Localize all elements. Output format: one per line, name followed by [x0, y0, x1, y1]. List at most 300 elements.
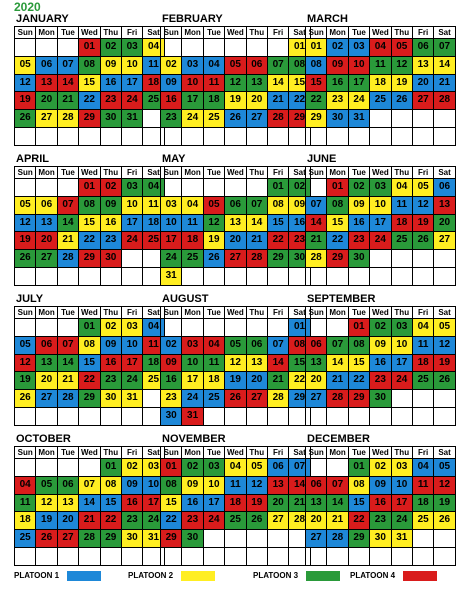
empty-cell	[392, 548, 413, 566]
day-cell: 29	[289, 390, 310, 408]
empty-cell	[327, 128, 348, 146]
day-cell: 24	[161, 250, 182, 268]
day-cell: 09	[370, 477, 391, 495]
day-cell: 12	[392, 57, 413, 75]
day-cell: 11	[143, 337, 164, 355]
empty-cell	[36, 408, 57, 426]
weekday-header: Sun	[15, 167, 36, 179]
day-cell: 16	[182, 495, 203, 513]
day-cell: 03	[122, 179, 143, 197]
day-cell: 05	[247, 459, 268, 477]
day-cell: 09	[289, 197, 310, 215]
week-row	[306, 477, 456, 495]
day-cell: 16	[101, 355, 122, 373]
week-row	[306, 57, 456, 75]
empty-cell	[161, 319, 182, 337]
week-row	[15, 268, 165, 286]
day-cell: 25	[143, 232, 164, 250]
day-cell: 02	[370, 319, 391, 337]
month-july	[14, 293, 164, 426]
day-cell: 13	[434, 197, 455, 215]
day-cell: 19	[225, 92, 246, 110]
day-cell: 19	[434, 355, 455, 373]
empty-cell	[349, 548, 370, 566]
empty-cell	[122, 548, 143, 566]
day-cell: 30	[289, 250, 310, 268]
week-row	[161, 337, 311, 355]
weekday-header: Thu	[247, 447, 268, 459]
day-cell: 10	[204, 477, 225, 495]
week-row	[306, 232, 456, 250]
day-cell: 02	[161, 337, 182, 355]
month-april	[14, 153, 164, 286]
week-row	[161, 197, 311, 215]
day-cell: 27	[434, 232, 455, 250]
day-cell: 04	[15, 477, 36, 495]
weekday-header: Thu	[101, 167, 122, 179]
empty-cell	[413, 548, 434, 566]
day-cell: 02	[182, 459, 203, 477]
day-cell: 29	[79, 110, 100, 128]
day-cell: 21	[327, 372, 348, 390]
day-cell: 15	[101, 495, 122, 513]
day-cell: 01	[161, 459, 182, 477]
day-cell: 23	[327, 92, 348, 110]
day-cell: 24	[182, 390, 203, 408]
day-cell: 14	[58, 355, 79, 373]
week-row	[15, 408, 165, 426]
weekday-header-row	[161, 307, 311, 319]
day-cell: 09	[122, 477, 143, 495]
day-cell: 17	[143, 495, 164, 513]
month-name: AUGUST	[162, 293, 209, 305]
day-cell: 30	[182, 530, 203, 548]
week-row	[306, 390, 456, 408]
day-cell: 17	[204, 495, 225, 513]
day-cell: 03	[122, 319, 143, 337]
weekday-header: Mon	[327, 307, 348, 319]
day-cell: 07	[327, 477, 348, 495]
empty-cell	[349, 408, 370, 426]
empty-cell	[225, 319, 246, 337]
day-cell: 18	[143, 355, 164, 373]
empty-cell	[161, 179, 182, 197]
month-grid	[305, 306, 456, 426]
day-cell: 09	[161, 75, 182, 93]
day-cell: 09	[327, 57, 348, 75]
day-cell: 31	[182, 408, 203, 426]
empty-cell	[247, 128, 268, 146]
day-cell: 25	[143, 92, 164, 110]
month-name: DECEMBER	[307, 433, 370, 445]
day-cell: 07	[306, 197, 327, 215]
weekday-header: Sat	[289, 307, 310, 319]
week-row	[161, 57, 311, 75]
weekday-header: Sat	[434, 167, 455, 179]
day-cell: 28	[434, 92, 455, 110]
day-cell: 13	[268, 477, 289, 495]
day-cell: 20	[268, 495, 289, 513]
empty-cell	[306, 268, 327, 286]
week-row	[161, 268, 311, 286]
month-grid	[305, 446, 456, 566]
day-cell: 11	[143, 197, 164, 215]
day-cell: 16	[370, 355, 391, 373]
week-row	[161, 75, 311, 93]
month-august	[160, 293, 310, 426]
empty-cell	[247, 179, 268, 197]
weekday-header: Wed	[370, 167, 391, 179]
month-name: FEBRUARY	[162, 13, 223, 25]
weekday-header: Fri	[413, 307, 434, 319]
day-cell: 10	[182, 355, 203, 373]
day-cell: 03	[392, 319, 413, 337]
empty-cell	[268, 408, 289, 426]
day-cell: 27	[225, 250, 246, 268]
day-cell: 19	[413, 215, 434, 233]
day-cell: 02	[101, 319, 122, 337]
month-name: SEPTEMBER	[307, 293, 376, 305]
day-cell: 01	[327, 179, 348, 197]
weekday-header: Fri	[122, 167, 143, 179]
day-cell: 18	[204, 92, 225, 110]
day-cell: 25	[413, 372, 434, 390]
week-row	[15, 57, 165, 75]
day-cell: 07	[268, 57, 289, 75]
day-cell: 24	[392, 372, 413, 390]
day-cell: 08	[268, 197, 289, 215]
day-cell: 09	[161, 355, 182, 373]
weekday-header: Mon	[36, 447, 57, 459]
day-cell: 30	[122, 530, 143, 548]
week-row	[161, 477, 311, 495]
weekday-header: Fri	[268, 27, 289, 39]
day-cell: 28	[79, 530, 100, 548]
legend-item-platoon-4	[350, 570, 437, 582]
week-row	[15, 197, 165, 215]
day-cell: 16	[161, 372, 182, 390]
week-row	[306, 459, 456, 477]
weekday-header-row	[15, 27, 165, 39]
day-cell: 29	[101, 530, 122, 548]
day-cell: 27	[247, 390, 268, 408]
weekday-header: Tue	[349, 27, 370, 39]
empty-cell	[15, 39, 36, 57]
day-cell: 29	[79, 390, 100, 408]
day-cell: 18	[15, 512, 36, 530]
day-cell: 30	[101, 110, 122, 128]
day-cell: 09	[101, 337, 122, 355]
weekday-header: Mon	[36, 307, 57, 319]
day-cell: 21	[268, 372, 289, 390]
week-row	[161, 39, 311, 57]
day-cell: 27	[247, 110, 268, 128]
day-cell: 05	[413, 179, 434, 197]
day-cell: 16	[370, 495, 391, 513]
weekday-header: Sat	[434, 307, 455, 319]
empty-cell	[15, 128, 36, 146]
day-cell: 29	[306, 110, 327, 128]
day-cell: 23	[101, 372, 122, 390]
day-cell: 27	[268, 512, 289, 530]
day-cell: 28	[247, 250, 268, 268]
day-cell: 05	[392, 39, 413, 57]
weekday-header: Wed	[79, 167, 100, 179]
day-cell: 24	[122, 92, 143, 110]
month-november	[160, 433, 310, 566]
day-cell: 16	[289, 215, 310, 233]
day-cell: 07	[327, 337, 348, 355]
empty-cell	[434, 110, 455, 128]
empty-cell	[101, 548, 122, 566]
day-cell: 30	[101, 250, 122, 268]
weekday-header: Fri	[413, 447, 434, 459]
day-cell: 27	[306, 390, 327, 408]
empty-cell	[392, 110, 413, 128]
day-cell: 07	[247, 197, 268, 215]
day-cell: 22	[289, 92, 310, 110]
month-name: JUNE	[307, 153, 337, 165]
empty-cell	[370, 548, 391, 566]
legend-item-platoon-1	[14, 570, 101, 582]
weekday-header: Mon	[327, 167, 348, 179]
week-row	[161, 512, 311, 530]
empty-cell	[36, 179, 57, 197]
weekday-header: Sun	[15, 27, 36, 39]
day-cell: 10	[182, 75, 203, 93]
day-cell: 19	[392, 75, 413, 93]
day-cell: 26	[225, 390, 246, 408]
weekday-header: Mon	[182, 307, 203, 319]
empty-cell	[58, 548, 79, 566]
empty-cell	[247, 548, 268, 566]
month-name: JANUARY	[16, 13, 69, 25]
empty-cell	[247, 268, 268, 286]
empty-cell	[225, 128, 246, 146]
day-cell: 22	[101, 512, 122, 530]
week-row	[306, 250, 456, 268]
day-cell: 19	[15, 372, 36, 390]
day-cell: 01	[289, 39, 310, 57]
weekday-header: Sat	[143, 307, 164, 319]
weekday-header-row	[161, 167, 311, 179]
day-cell: 22	[79, 232, 100, 250]
day-cell: 07	[79, 477, 100, 495]
weekday-header: Sat	[143, 167, 164, 179]
day-cell: 31	[392, 530, 413, 548]
weekday-header: Fri	[413, 27, 434, 39]
weekday-header: Fri	[122, 27, 143, 39]
day-cell: 26	[247, 512, 268, 530]
day-cell: 27	[58, 530, 79, 548]
day-cell: 26	[15, 110, 36, 128]
weekday-header-row	[15, 307, 165, 319]
week-row	[306, 355, 456, 373]
empty-cell	[204, 128, 225, 146]
week-row	[15, 372, 165, 390]
day-cell: 11	[413, 477, 434, 495]
day-cell: 31	[122, 390, 143, 408]
empty-cell	[434, 408, 455, 426]
month-grid	[14, 26, 165, 146]
empty-cell	[161, 128, 182, 146]
day-cell: 23	[101, 92, 122, 110]
day-cell: 28	[289, 512, 310, 530]
empty-cell	[182, 268, 203, 286]
day-cell: 22	[327, 232, 348, 250]
week-row	[306, 215, 456, 233]
weekday-header-row	[15, 167, 165, 179]
day-cell: 01	[79, 39, 100, 57]
week-row	[306, 197, 456, 215]
week-row	[15, 179, 165, 197]
day-cell: 08	[349, 477, 370, 495]
day-cell: 31	[143, 530, 164, 548]
week-row	[161, 495, 311, 513]
month-grid	[160, 166, 311, 286]
month-name: MAY	[162, 153, 186, 165]
week-row	[306, 408, 456, 426]
empty-cell	[122, 250, 143, 268]
day-cell: 13	[36, 215, 57, 233]
empty-cell	[36, 39, 57, 57]
weekday-header: Tue	[349, 167, 370, 179]
empty-cell	[268, 268, 289, 286]
day-cell: 23	[370, 512, 391, 530]
day-cell: 02	[101, 179, 122, 197]
week-row	[306, 495, 456, 513]
day-cell: 12	[434, 477, 455, 495]
week-row	[15, 232, 165, 250]
day-cell: 29	[349, 530, 370, 548]
weekday-header: Sun	[161, 167, 182, 179]
month-grid	[14, 446, 165, 566]
day-cell: 28	[268, 390, 289, 408]
day-cell: 29	[327, 250, 348, 268]
week-row	[15, 390, 165, 408]
day-cell: 23	[161, 110, 182, 128]
day-cell: 14	[268, 355, 289, 373]
day-cell: 25	[182, 250, 203, 268]
empty-cell	[122, 408, 143, 426]
day-cell: 03	[182, 337, 203, 355]
day-cell: 17	[122, 75, 143, 93]
day-cell: 19	[247, 495, 268, 513]
day-cell: 12	[15, 355, 36, 373]
week-row	[15, 75, 165, 93]
week-row	[161, 408, 311, 426]
day-cell: 18	[143, 215, 164, 233]
day-cell: 14	[306, 215, 327, 233]
week-row	[161, 92, 311, 110]
day-cell: 01	[349, 319, 370, 337]
weekday-header: Tue	[58, 27, 79, 39]
day-cell: 06	[306, 337, 327, 355]
day-cell: 17	[392, 355, 413, 373]
day-cell: 26	[413, 232, 434, 250]
day-cell: 12	[247, 477, 268, 495]
month-june	[305, 153, 455, 286]
day-cell: 16	[101, 75, 122, 93]
weekday-header: Fri	[413, 167, 434, 179]
day-cell: 24	[143, 512, 164, 530]
empty-cell	[204, 268, 225, 286]
weekday-header: Mon	[182, 447, 203, 459]
empty-cell	[182, 319, 203, 337]
month-january	[14, 13, 164, 146]
day-cell: 25	[392, 232, 413, 250]
day-cell: 16	[161, 92, 182, 110]
empty-cell	[268, 128, 289, 146]
day-cell: 29	[268, 250, 289, 268]
week-row	[306, 530, 456, 548]
weekday-header: Thu	[392, 167, 413, 179]
empty-cell	[15, 268, 36, 286]
day-cell: 04	[413, 459, 434, 477]
weekday-header: Tue	[204, 27, 225, 39]
empty-cell	[58, 179, 79, 197]
day-cell: 07	[434, 39, 455, 57]
day-cell: 19	[225, 372, 246, 390]
weekday-header: Sun	[15, 307, 36, 319]
day-cell: 26	[36, 530, 57, 548]
weekday-header-row	[15, 447, 165, 459]
empty-cell	[58, 408, 79, 426]
day-cell: 03	[182, 57, 203, 75]
month-grid	[14, 166, 165, 286]
empty-cell	[161, 39, 182, 57]
day-cell: 20	[36, 92, 57, 110]
day-cell: 18	[413, 355, 434, 373]
day-cell: 17	[349, 75, 370, 93]
empty-cell	[79, 459, 100, 477]
day-cell: 31	[161, 268, 182, 286]
day-cell: 03	[143, 459, 164, 477]
day-cell: 20	[306, 372, 327, 390]
week-row	[306, 512, 456, 530]
empty-cell	[306, 459, 327, 477]
day-cell: 24	[349, 92, 370, 110]
day-cell: 04	[143, 179, 164, 197]
day-cell: 07	[289, 459, 310, 477]
day-cell: 06	[247, 337, 268, 355]
week-row	[15, 92, 165, 110]
day-cell: 29	[79, 250, 100, 268]
day-cell: 15	[161, 495, 182, 513]
day-cell: 21	[247, 232, 268, 250]
month-name: OCTOBER	[16, 433, 71, 445]
day-cell: 24	[122, 372, 143, 390]
month-march	[305, 13, 455, 146]
day-cell: 27	[413, 92, 434, 110]
empty-cell	[204, 408, 225, 426]
week-row	[306, 337, 456, 355]
empty-cell	[79, 128, 100, 146]
weekday-header: Thu	[247, 27, 268, 39]
day-cell: 03	[392, 459, 413, 477]
day-cell: 04	[370, 39, 391, 57]
month-grid	[160, 306, 311, 426]
empty-cell	[434, 530, 455, 548]
week-row	[161, 128, 311, 146]
day-cell: 20	[247, 372, 268, 390]
day-cell: 17	[370, 215, 391, 233]
week-row	[306, 92, 456, 110]
day-cell: 23	[161, 390, 182, 408]
day-cell: 06	[413, 39, 434, 57]
weekday-header: Fri	[122, 447, 143, 459]
day-cell: 10	[143, 477, 164, 495]
